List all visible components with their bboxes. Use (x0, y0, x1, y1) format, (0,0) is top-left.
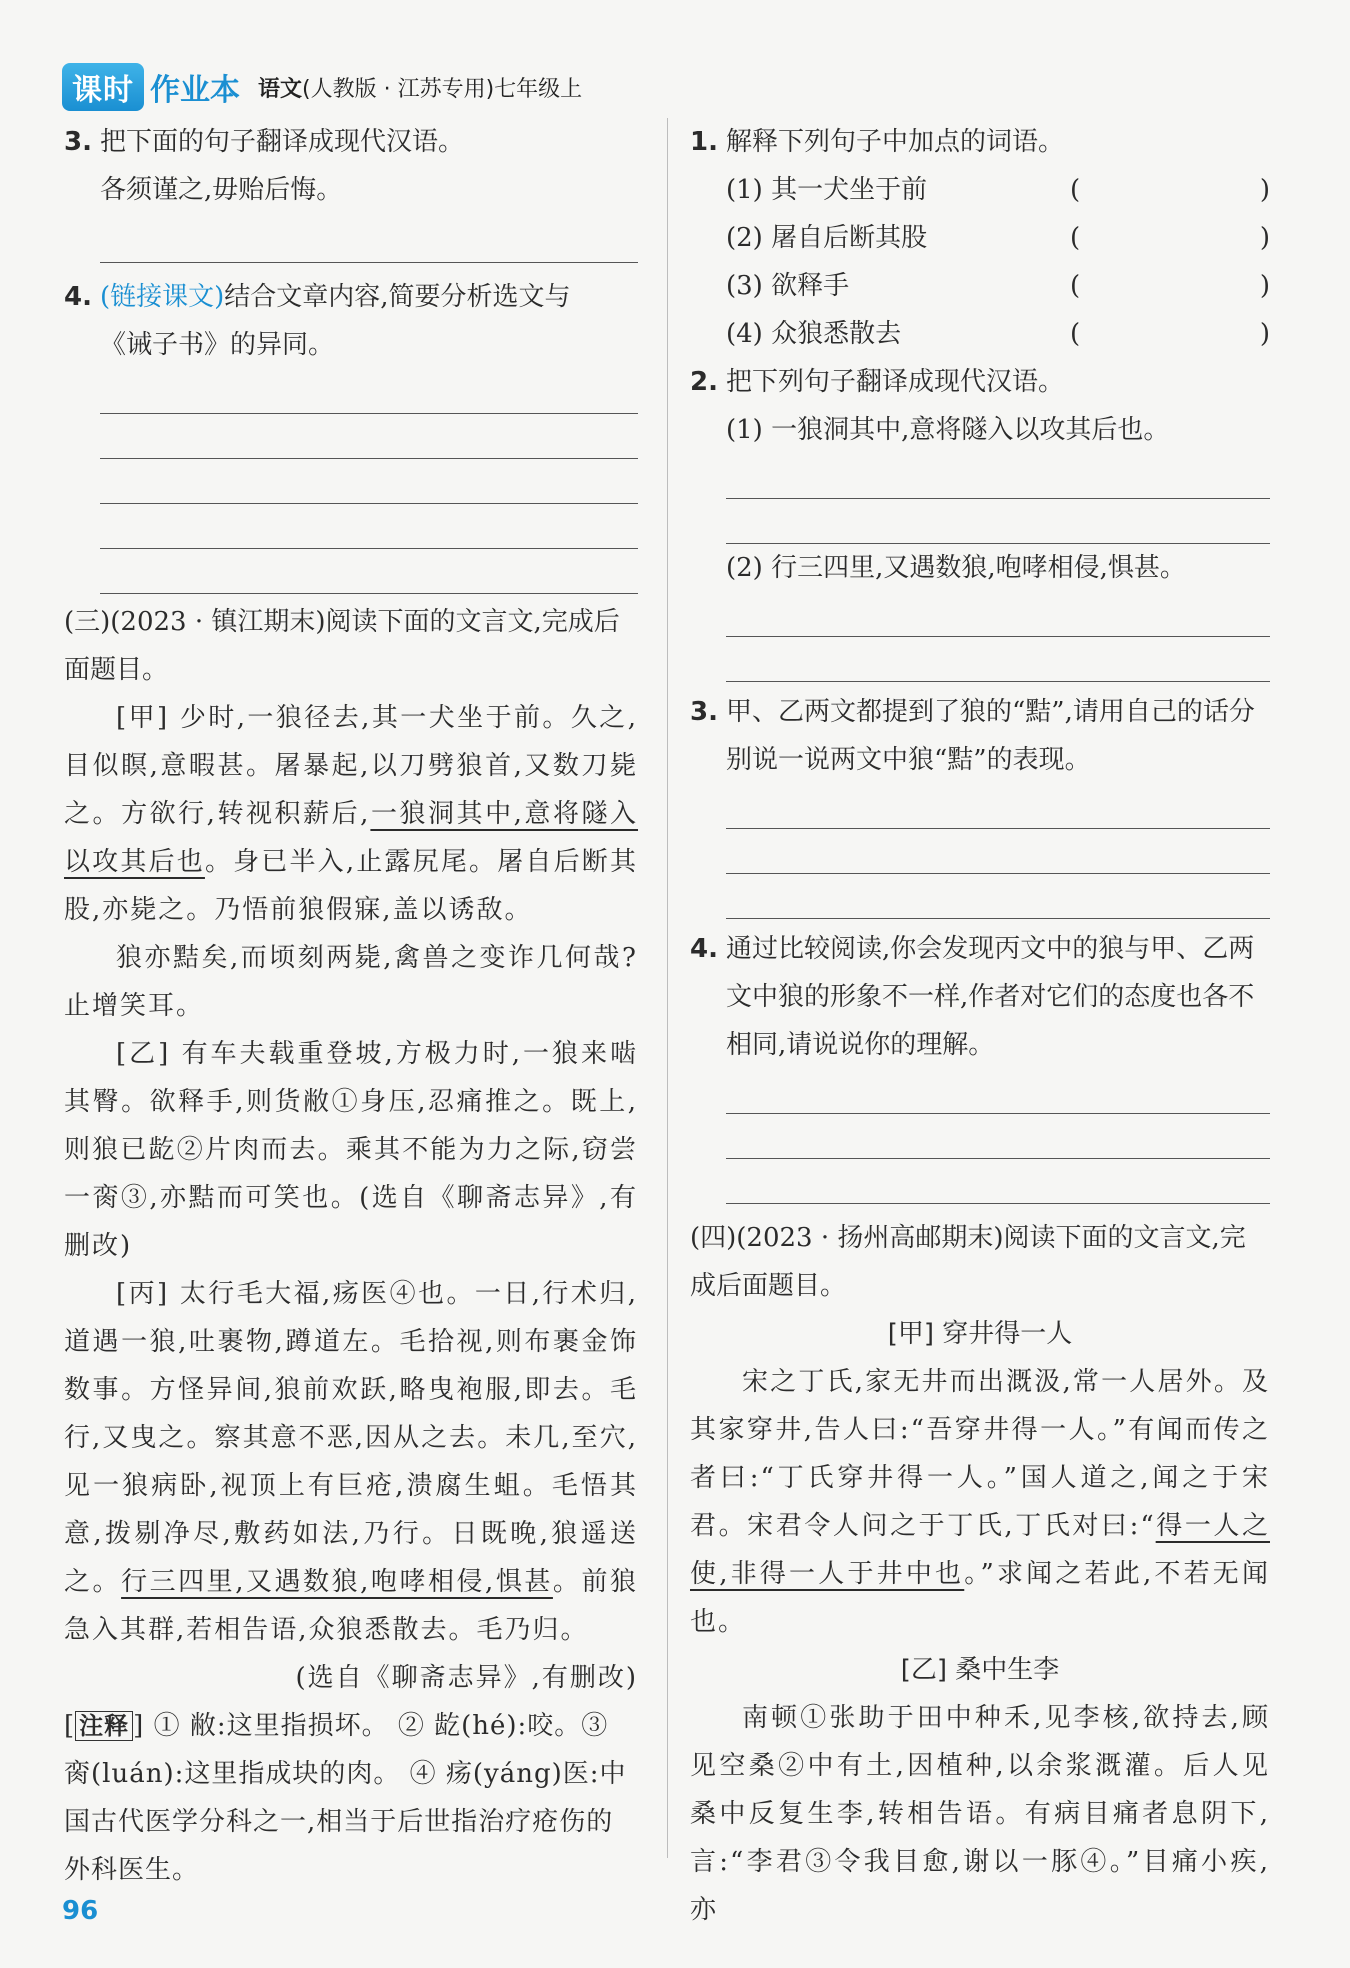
header-edition: (人教版 · 江苏专用)七年级上 (302, 76, 583, 102)
passage-yi: [乙] 有车夫载重登坡,方极力时,一狼来啮其臀。欲释手,则货敝①身压,忍痛推之。既上,则狼已龁②片肉而去。乘其不能为力之际,窃尝一脔③,亦黠而可笑也。(选自《聊斋志异》,有删改) (64, 1039, 638, 1261)
passage-jia: [甲] 少时,一狼径去,其一犬坐于前。久之,目似瞑,意暇甚。屠暴起,以刀劈狼首,又数刀毙之。方欲行,转视积薪后,一狼洞其中,意将隧入以攻其后也。身已半入,止露尻尾。屠自后断其股,亦毙之。乃悟前狼假寐,盖以诱敌。 (64, 703, 639, 925)
question-text: 解释下列句子中加点的词语。 (726, 127, 1065, 157)
answer-line[interactable] (726, 1159, 1270, 1204)
underlined-sentence: 一狼洞其中,意将隧入以攻其后也 (64, 799, 639, 877)
answer-line[interactable] (726, 592, 1270, 637)
column-divider (667, 118, 668, 1858)
passage-text: 。前狼急入其群,若相告语,众狼悉散去。毛乃归。 (64, 1567, 638, 1645)
vocab-label: (2) 屠自后断其股 (726, 223, 928, 253)
left-column (64, 118, 638, 1894)
question-4-left (64, 273, 638, 594)
question-number: 2. (690, 367, 718, 397)
annotations: [ 注释 ] ① 敝:这里指损坏。 ② 龁(hé):咬。③ 脔(luán):这里指成块的肉。 ④ 疡(yáng)医:中国古代医学分科之一,相当于后世指治疗疮伤的外科医生。 (64, 1711, 627, 1885)
translate-sentence-1: (1) 一狼洞其中,意将隧入以攻其后也。 (726, 415, 1170, 445)
answer-line[interactable] (726, 829, 1270, 874)
answer-blank[interactable]: ( ) (1070, 271, 1270, 301)
passage-title: [甲] 穿井得一人 (887, 1319, 1073, 1349)
section-3-heading: (三)(2023 · 镇江期末)阅读下面的文言文,完成后面题目。 (64, 607, 620, 685)
question-2-right (690, 358, 1270, 682)
answer-line[interactable] (100, 214, 638, 263)
passage-text: 太行毛大福,疡医④也。一日,行术归,道遇一狼,吐裹物,蹲道左。毛拾视,则布裹金饰数事。方怪异间,狼前欢跃,略曳袍服,即去。毛行,又曳之。察其意不恶,因从之去。未几,至穴,见一狼病卧,视顶上有巨疮,溃腐生蛆。毛悟其意,拨剔净尽,敷药如法,乃行。日既晚,狼遥送之。 (64, 1279, 638, 1597)
question-3-left (64, 118, 638, 263)
passage-text: 宋之丁氏,家无井而出溉汲,常一人居外。及其家穿井,告人曰:“吾穿井得一人。”有闻而传之者曰:“丁氏穿井得一人。”国人道之,闻之于宋君。宋君令人问之于丁氏,丁氏对曰:“ (690, 1367, 1270, 1541)
question-number: 3. (64, 127, 92, 157)
answer-line[interactable] (726, 1069, 1270, 1114)
source-note: (选自《聊斋志异》,有删改) (295, 1663, 638, 1693)
question-3-right (690, 688, 1270, 784)
header-title (258, 72, 582, 103)
question-text-2: 《诫子书》的异同。 (100, 330, 335, 360)
answer-line[interactable] (100, 549, 638, 594)
vocab-label: (3) 欲释手 (726, 271, 850, 301)
passage-tag: 甲 (128, 703, 158, 733)
answer-line[interactable] (726, 784, 1270, 829)
underlined-sentence: 得一人之使,非得一人于井中也 (690, 1511, 1270, 1589)
vocab-label: (1) 其一犬坐于前 (726, 175, 928, 205)
question-text: 把下列句子翻译成现代汉语。 (726, 367, 1065, 397)
page-number: 96 (62, 1896, 99, 1926)
question-4-right (690, 925, 1270, 1069)
passage-text: 少时,一狼径去,其一犬坐于前。久之,目似瞑,意暇甚。屠暴起,以刀劈狼首,又数刀毙之。方欲行,转视积薪后, (64, 703, 638, 829)
question-number: 3. (690, 697, 718, 727)
question-sentence: 各须谨之,毋贻后悔。 (100, 175, 343, 205)
header-subject: 语文 (258, 76, 303, 102)
link-tag: (链接课文) (100, 282, 225, 312)
brand-logo (62, 63, 240, 111)
translate-sentence-2: (2) 行三四里,又遇数狼,咆哮相侵,惧甚。 (726, 553, 1186, 583)
page-header (62, 62, 582, 112)
answer-line[interactable] (100, 459, 638, 504)
annotation-tag: 注释 (75, 1711, 133, 1741)
vocab-label: (4) 众狼悉散去 (726, 319, 902, 349)
question-text: 结合文章内容,简要分析选文与 (224, 282, 571, 312)
passage-jia-right (690, 1358, 1270, 1646)
vocab-item (690, 310, 1270, 358)
vocab-item (690, 214, 1270, 262)
vocab-item (690, 262, 1270, 310)
question-text: 通过比较阅读,你会发现丙文中的狼与甲、乙两文中狼的形象不一样,作者对它们的态度也各不相同,请说说你的理解。 (726, 934, 1255, 1060)
question-1-right (690, 118, 1270, 358)
question-text: 把下面的句子翻译成现代汉语。 (100, 127, 465, 157)
passage-bing: [丙] 太行毛大福,疡医④也。一日,行术归,道遇一狼,吐裹物,蹲道左。毛拾视,则布裹金饰数事。方怪异间,狼前欢跃,略曳袍服,即去。毛行,又曳之。察其意不恶,因从之去。未几,至穴,见一狼病卧,视顶上有巨疮,溃腐生蛆。毛悟其意,拨剔净尽,敷药如法,乃行。日既晚,狼遥送之。行三四里,又遇数狼,咆哮相侵,惧甚。前狼急入其群,若相告语,众狼悉散去。毛乃归。 (选自《聊斋志异》,有删改) (64, 1270, 638, 1702)
right-column (690, 118, 1270, 1934)
passage-title: [乙] 桑中生李 (900, 1655, 1060, 1685)
passage-tag: 乙 (128, 1039, 159, 1069)
passage-yi-right: 南顿①张助于田中种禾,见李核,欲持去,顾见空桑②中有土,因植种,以余浆溉灌。后人见桑中反复生李,转相告语。有病目痛者息阴下,言:“李君③令我目愈,谢以一豚④。”目痛小疾,亦 (690, 1703, 1270, 1925)
question-text: 甲、乙两文都提到了狼的“黠”,请用自己的话分别说一说两文中狼“黠”的表现。 (726, 697, 1255, 775)
answer-blank[interactable]: ( ) (1070, 223, 1270, 253)
passage-text: 。身已半入,止露尻尾。屠自后断其股,亦毙之。乃悟前狼假寐,盖以诱敌。 (64, 847, 638, 925)
passage-text: 。”求闻之若此,不若无闻也。 (690, 1559, 1271, 1637)
question-number: 4. (690, 934, 718, 964)
underlined-sentence: 行三四里,又遇数狼,咆哮相侵,惧甚 (121, 1567, 553, 1597)
vocab-item (690, 166, 1270, 214)
passage-tag: 丙 (128, 1279, 158, 1309)
passage-jia-2: 狼亦黠矣,而顷刻两毙,禽兽之变诈几何哉?止增笑耳。 (64, 943, 638, 1021)
answer-line[interactable] (100, 414, 638, 459)
annotation-text: ① 敝:这里指损坏。 ② 龁(hé):咬。③ 脔(luán):这里指成块的肉。 ④ 疡(yáng)医:中国古代医学分科之一,相当于后世指治疗疮伤的外科医生。 (64, 1711, 627, 1885)
answer-line[interactable] (726, 1114, 1270, 1159)
question-number: 4. (64, 282, 92, 312)
passage-text: 有车夫载重登坡,方极力时,一狼来啮其臀。欲释手,则货敝①身压,忍痛推之。既上,则狼已龁②片肉而去。乘其不能为力之际,窃尝一脔③,亦黠而可笑也。(选自《聊斋志异》,有删改) (64, 1039, 638, 1261)
answer-line[interactable] (726, 637, 1270, 682)
answer-line[interactable] (726, 874, 1270, 919)
answer-line[interactable] (100, 504, 638, 549)
section-4-heading: (四)(2023 · 扬州高邮期末)阅读下面的文言文,完成后面题目。 (690, 1223, 1246, 1301)
logo-sub: 作业本 (150, 73, 240, 108)
logo-main: 课时 (62, 63, 144, 111)
answer-blank[interactable]: ( ) (1070, 175, 1270, 205)
question-number: 1. (690, 127, 718, 157)
answer-line[interactable] (726, 454, 1270, 499)
answer-line[interactable] (726, 499, 1270, 544)
answer-blank[interactable]: ( ) (1070, 319, 1270, 349)
answer-line[interactable] (100, 369, 638, 414)
